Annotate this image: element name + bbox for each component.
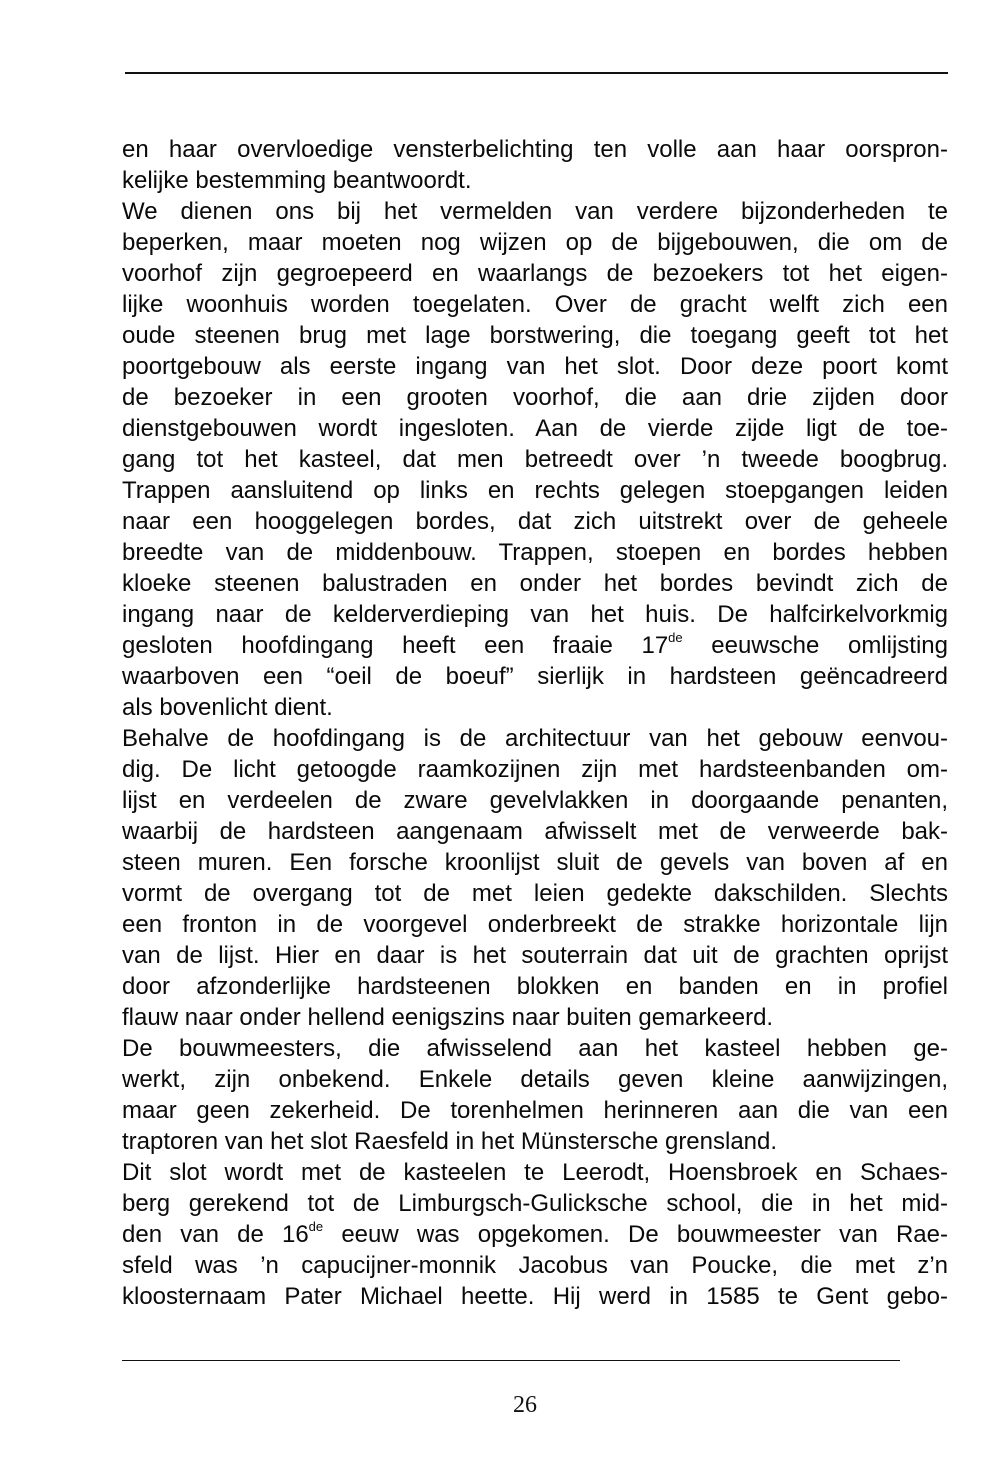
text-line: van de lijst. Hier en daar is het souterrain dat uit de grachten oprijst (122, 942, 948, 969)
text-line: kloeke steenen balustraden en onder het bordes bevindt zich de (122, 570, 948, 597)
text-line: oude steenen brug met lage borstwering, die toegang geeft tot het (122, 322, 948, 349)
text-line: de bezoeker in een grooten voorhof, die aan drie zijden door (122, 384, 948, 411)
text-line: Dit slot wordt met de kasteelen te Leerodt, Hoensbroek en Schaes- (122, 1159, 948, 1186)
text-line (122, 1219, 948, 1250)
text-line: als bovenlicht dient. (122, 694, 333, 721)
text-line: We dienen ons bij het vermelden van verdere bijzonderheden te (122, 198, 948, 225)
text-line: traptoren van het slot Raesfeld in het Münstersche grensland. (122, 1128, 778, 1155)
text-line: een fronton in de voorgevel onderbreekt de strakke horizontale lijn (122, 911, 948, 938)
text-line: Trappen aansluitend op links en rechts gelegen stoepgangen leiden (122, 477, 948, 504)
body-text (122, 134, 948, 1312)
text-line: berg gerekend tot de Limburgsch-Gulicksche school, die in het mid- (122, 1190, 948, 1217)
text-line (122, 630, 948, 661)
text-line: waarbij de hardsteen aangenaam afwisselt met de verweerde bak- (122, 818, 948, 845)
text-line: en haar overvloedige vensterbelichting ten volle aan haar oorspron- (122, 136, 948, 163)
text-line: kelijke bestemming beantwoordt. (122, 167, 472, 194)
ordinal-superscript: de (668, 630, 683, 645)
text-line: ingang naar de kelderverdieping van het huis. De halfcirkelvorkmig (122, 601, 948, 628)
text-segment: gesloten hoofdingang heeft een fraaie 17 (122, 632, 669, 659)
text-line: steen muren. Een forsche kroonlijst sluit de gevels van boven af en (122, 849, 948, 876)
text-line: waarboven een “oeil de boeuf” sierlijk in hardsteen geëncadreerd (122, 663, 948, 690)
text-line: maar geen zekerheid. De torenhelmen herinneren aan die van een (122, 1097, 948, 1124)
text-line: dig. De licht getoogde raamkozijnen zijn met hardsteenbanden om- (122, 756, 948, 783)
text-line: Behalve de hoofdingang is de architectuur van het gebouw eenvou- (122, 725, 948, 752)
text-line: sfeld was ’n capucijner-monnik Jacobus van Poucke, die met z’n (122, 1252, 948, 1279)
text-line: dienstgebouwen wordt ingesloten. Aan de vierde zijde ligt de toe- (122, 415, 948, 442)
text-line: poortgebouw als eerste ingang van het slot. Door deze poort komt (122, 353, 948, 380)
text-segment: eeuw was opgekomen. De bouwmeester van Rae- (323, 1221, 948, 1248)
text-line: flauw naar onder hellend eenigszins naar buiten gemarkeerd. (122, 1004, 774, 1031)
text-line: voorhof zijn gegroepeerd en waarlangs de bezoekers tot het eigen- (122, 260, 948, 287)
text-line: gang tot het kasteel, dat men betreedt over ’n tweede boogbrug. (122, 446, 948, 473)
text-segment: den van de 16 (122, 1221, 309, 1248)
ordinal-superscript: de (308, 1219, 324, 1234)
text-line: De bouwmeesters, die afwisselend aan het kasteel hebben ge- (122, 1035, 948, 1062)
text-line: breedte van de middenbouw. Trappen, stoepen en bordes hebben (122, 539, 948, 566)
text-line: lijst en verdeelen de zware gevelvlakken in doorgaande penanten, (122, 787, 948, 814)
top-rule (125, 72, 948, 74)
text-line: vormt de overgang tot de met leien gedekte dakschilden. Slechts (122, 880, 948, 907)
text-line: werkt, zijn onbekend. Enkele details geven kleine aanwijzingen, (122, 1066, 948, 1093)
text-line: kloosternaam Pater Michael heette. Hij werd in 1585 te Gent gebo- (122, 1283, 948, 1310)
page-number: 26 (513, 1392, 537, 1418)
footer-rule (122, 1360, 900, 1361)
text-line: beperken, maar moeten nog wijzen op de bijgebouwen, die om de (122, 229, 948, 256)
text-line: naar een hooggelegen bordes, dat zich uitstrekt over de geheele (122, 508, 948, 535)
text-line: lijke woonhuis worden toegelaten. Over de gracht welft zich een (122, 291, 948, 318)
text-line: door afzonderlijke hardsteenen blokken en banden en in profiel (122, 973, 948, 1000)
text-segment: eeuwsche omlijsting (682, 632, 949, 659)
